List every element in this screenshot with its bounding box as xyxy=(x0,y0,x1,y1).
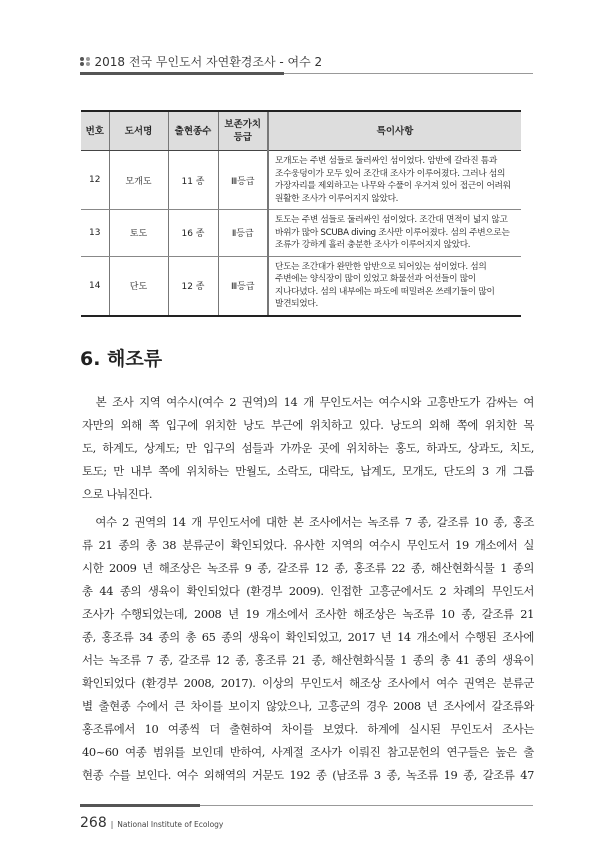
text-line: 으로 나눠진다. xyxy=(82,486,153,501)
text-line: 본 조사 지역 여수시(여수 2 권역)의 14 개 무인도서는 여수시와 고흥반도가 감싸는 여 xyxy=(82,394,534,409)
text-line: 홍조류에서 10 여종씩 더 출현하여 차이를 보였다. 하계에 실시된 무인도서 조사는 xyxy=(82,721,534,736)
footer xyxy=(80,815,223,831)
cell-note: 모개도는 주변 섬들로 둘러싸인 섬이었다. 암반에 갈라진 틈과 조수웅덩이가 모두 있어 조간대 조사가 이루어졌다. 그러나 섬의 가장자리를 제외하고는 나무와 수풀이 우거져 있어 접근이 어려워 원활한 조사가 이루어지지 않았다. xyxy=(268,151,521,210)
text-line: 별 출현종 수에서 큰 차이를 보이지 않았으나, 고흥군의 경우 2008 년 조사에서 갈조류와 xyxy=(82,698,534,713)
table-row xyxy=(81,256,521,316)
col-header-species: 출현종수 xyxy=(168,111,218,151)
cell-grade: Ⅲ등급 xyxy=(218,151,268,210)
text-line: 여수 2 권역의 14 개 무인도서에 대한 본 조사에서는 녹조류 7 종, 갈조류 10 종, 홍조 xyxy=(82,514,534,529)
text-line: 토도; 만 내부 쪽에 위치하는 만월도, 소락도, 대락도, 납계도, 모개도, 단도의 3 개 그룹 xyxy=(82,463,534,478)
cell-species: 11 종 xyxy=(168,151,218,210)
col-header-name: 도서명 xyxy=(109,111,168,151)
text-line: 현종 수를 보인다. 여수 외해역의 거문도 192 종 (남조류 3 종, 녹조류 19 종, 갈조류 47 xyxy=(82,767,534,782)
cell-note: 단도는 조간대가 완만한 암반으로 되어있는 섬이었다. 섬의 주변에는 양식장이 많이 있었고 화물선과 어선들이 많이 지나다녔다. 섬의 내부에는 파도에 떠밀려온 쓰레기들이 많이 발견되었다. xyxy=(268,256,521,316)
col-header-grade: 보존가치 등급 xyxy=(218,111,268,151)
cell-no: 13 xyxy=(81,210,109,257)
cell-grade: Ⅱ등급 xyxy=(218,210,268,257)
col-header-no: 번호 xyxy=(81,111,109,151)
paragraph-2 xyxy=(82,511,534,787)
text-line: 종, 홍조류 34 종의 총 65 종의 생육이 확인되었고, 2017 년 14 개소에서 수행된 조사에 xyxy=(82,629,534,644)
page-number: 268 xyxy=(80,814,107,831)
text-line: 시한 2009 년 해조상은 녹조류 9 종, 갈조류 12 종, 홍조류 22 종, 해산현화식물 1 종의 xyxy=(82,560,534,575)
text-line: 서는 녹조류 7 종, 갈조류 12 종, 홍조류 21 종, 해산현화식물 1 종의 총 41 종의 생육이 xyxy=(82,652,534,667)
table-row xyxy=(81,151,521,210)
footer-rule xyxy=(80,805,533,806)
text-line: 총 44 종의 생육이 확인되었다 (환경부 2009). 인접한 고흥군에서도 2 차례의 무인도서 xyxy=(82,583,534,598)
header-title: 2018 전국 무인도서 자연환경조사 - 여수 2 xyxy=(94,55,323,69)
cell-name: 단도 xyxy=(109,256,168,316)
cell-species: 12 종 xyxy=(168,256,218,316)
cell-grade: Ⅲ등급 xyxy=(218,256,268,316)
cell-name: 모개도 xyxy=(109,151,168,210)
paragraph-1 xyxy=(82,391,534,506)
cell-name: 토도 xyxy=(109,210,168,257)
text-line: 자만의 외해 쪽 입구에 위치한 낭도 부근에 위치하고 있다. 낭도의 외해 쪽에 위치한 목 xyxy=(82,417,534,432)
cell-no: 12 xyxy=(81,151,109,210)
publisher-name: National Institute of Ecology xyxy=(117,819,224,829)
table-row xyxy=(81,210,521,257)
col-header-note: 특이사항 xyxy=(268,111,521,151)
text-line: 확인되었다 (환경부 2008, 2017). 이상의 무인도서 해조상 조사에서 여수 권역은 분류군 xyxy=(82,675,534,690)
cell-note: 토도는 주변 섬들로 둘러싸인 섬이었다. 조간대 면적이 넓지 않고 바위가 많아 SCUBA diving 조사만 이루어졌다. 섬의 주변으로는 조류가 강하게 흘러 충분한 조사가 이루어지지 않았다. xyxy=(268,210,521,257)
cell-species: 16 종 xyxy=(168,210,218,257)
text-line: 도, 하계도, 상계도; 만 입구의 섬들과 가까운 곳에 위치하는 홍도, 하과도, 상과도, 치도, xyxy=(82,440,534,455)
section-heading: 6. 해조류 xyxy=(80,347,163,370)
island-table xyxy=(81,110,521,317)
table-header-row xyxy=(81,111,521,151)
text-line: 40~60 여종 범위를 보인데 반하여, 사계절 조사가 이뤄진 참고문헌의 연구들은 높은 출 xyxy=(82,744,534,759)
cell-no: 14 xyxy=(81,256,109,316)
text-line: 조사가 수행되었는데, 2008 년 19 개소에서 조사한 해조상은 녹조류 10 종, 갈조류 21 xyxy=(82,606,534,621)
text-line: 류 21 종의 총 38 분류군이 확인되었다. 유사한 지역의 여수시 무인도서 19 개소에서 실 xyxy=(82,537,534,552)
footer-area xyxy=(80,805,534,855)
footer-separator: | xyxy=(110,819,114,829)
